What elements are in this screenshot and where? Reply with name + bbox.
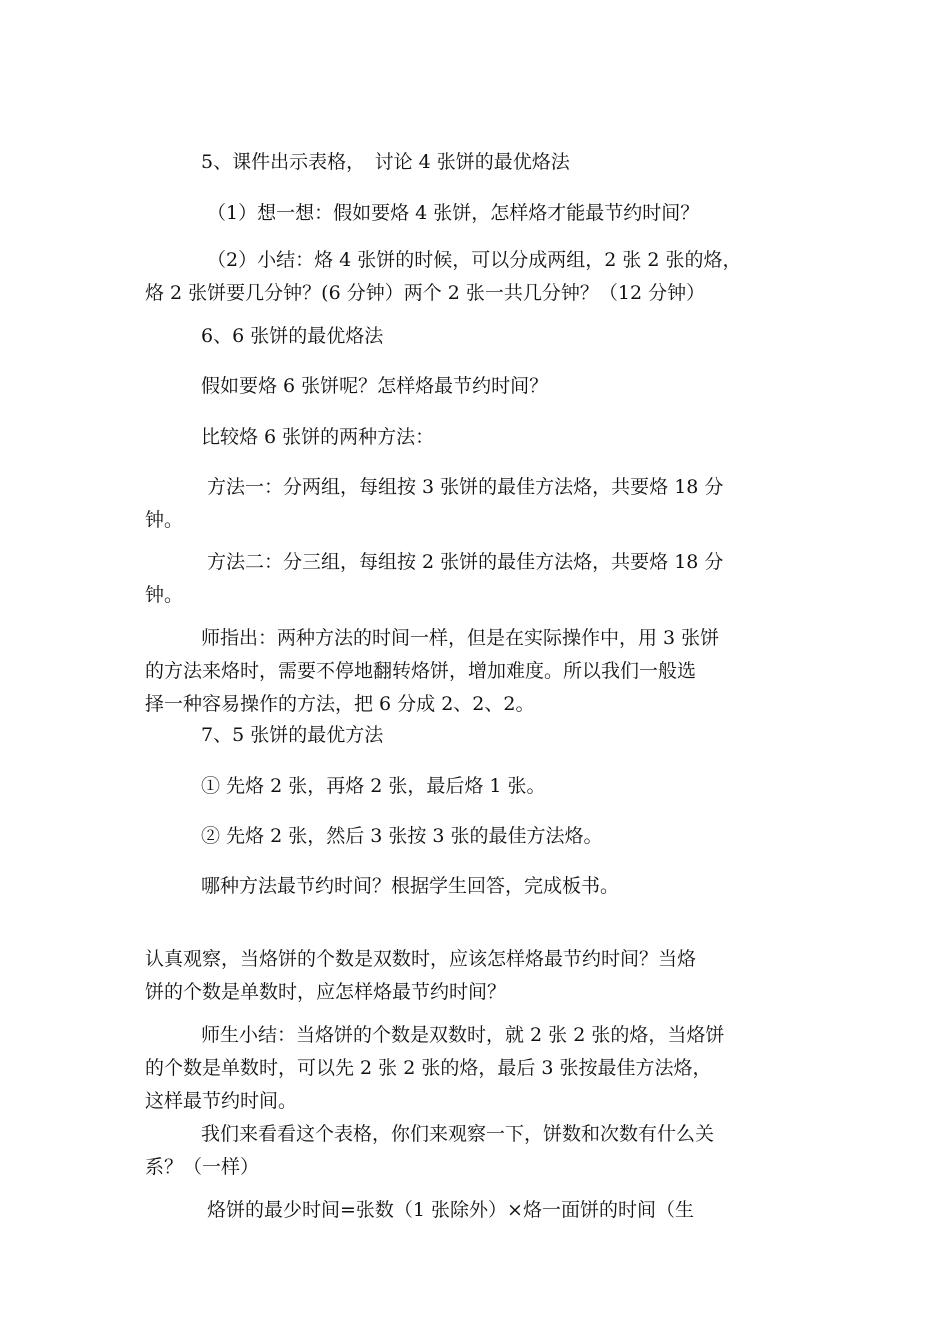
text-line: 哪种方法最节约时间？根据学生回答，完成板书。	[201, 875, 620, 897]
heading-item-7	[145, 719, 810, 752]
paragraph-question-6	[145, 370, 810, 403]
text-line: 这样最节约时间。	[145, 1090, 298, 1112]
text-line: 系？（一样）	[145, 1156, 260, 1178]
text-line: 比较烙 6 张饼的两种方法：	[201, 426, 435, 448]
paragraph-summary	[145, 244, 810, 310]
paragraph-option-2	[145, 820, 810, 853]
text-line: 烙饼的最少时间=张数（1 张除外）×烙一面饼的时间（生	[207, 1199, 694, 1221]
heading-item-6	[145, 320, 810, 353]
text-line: 我们来看看这个表格，你们来观察一下，饼数和次数有什么关	[201, 1123, 715, 1145]
text-line: 方法一：分两组，每组按 3 张饼的最佳方法烙，共要烙 18 分	[207, 476, 724, 498]
heading-item-5	[145, 146, 810, 179]
text-line: 钟。	[145, 509, 184, 531]
text-line: 饼的个数是单数时，应怎样烙最节约时间？	[145, 981, 507, 1003]
paragraph-observe	[145, 943, 810, 1009]
text-line: 的方法来烙时，需要不停地翻转烙饼，增加难度。所以我们一般选	[145, 660, 697, 682]
paragraph-formula	[145, 1194, 810, 1227]
text-line: 方法二：分三组，每组按 2 张饼的最佳方法烙，共要烙 18 分	[207, 551, 724, 573]
text-line: 的个数是单数时，可以先 2 张 2 张的烙，最后 3 张按最佳方法烙，	[145, 1057, 712, 1079]
paragraph-compare	[145, 421, 810, 454]
paragraph-table-observe	[145, 1118, 810, 1184]
paragraph-think	[145, 197, 810, 230]
text-line: 7、5 张饼的最优方法	[201, 724, 384, 746]
text-line: 假如要烙 6 张饼呢？怎样烙最节约时间？	[201, 375, 549, 397]
paragraph-conclusion	[145, 1019, 810, 1118]
text-line: 师指出：两种方法的时间一样，但是在实际操作中，用 3 张饼	[201, 627, 720, 649]
text-line: （2）小结：烙 4 张饼的时候，可以分成两组，2 张 2 张的烙，	[207, 249, 742, 271]
paragraph-method-1	[145, 471, 810, 537]
text-line: ② 先烙 2 张，然后 3 张按 3 张的最佳方法烙。	[201, 825, 603, 847]
text-line: ① 先烙 2 张，再烙 2 张，最后烙 1 张。	[201, 775, 546, 797]
text-line: 择一种容易操作的方法，把 6 分成 2、2、2。	[145, 693, 535, 715]
text-line: 认真观察，当烙饼的个数是双数时，应该怎样烙最节约时间？当烙	[145, 948, 697, 970]
text-line: （1）想一想：假如要烙 4 张饼，怎样烙才能最节约时间？	[207, 202, 700, 224]
paragraph-option-1	[145, 770, 810, 803]
text-line: 钟。	[145, 584, 184, 606]
paragraph-which-method	[145, 870, 810, 903]
text-line: 烙 2 张饼要几分钟？(6 分钟）两个 2 张一共几分钟？（12 分钟）	[145, 282, 706, 304]
text-line: 5、课件出示表格， 讨论 4 张饼的最优烙法	[201, 151, 570, 173]
paragraph-teacher-note	[145, 622, 810, 721]
text-line: 师生小结：当烙饼的个数是双数时，就 2 张 2 张的烙，当烙饼	[201, 1024, 725, 1046]
paragraph-method-2	[145, 546, 810, 612]
text-line: 6、6 张饼的最优烙法	[201, 325, 384, 347]
